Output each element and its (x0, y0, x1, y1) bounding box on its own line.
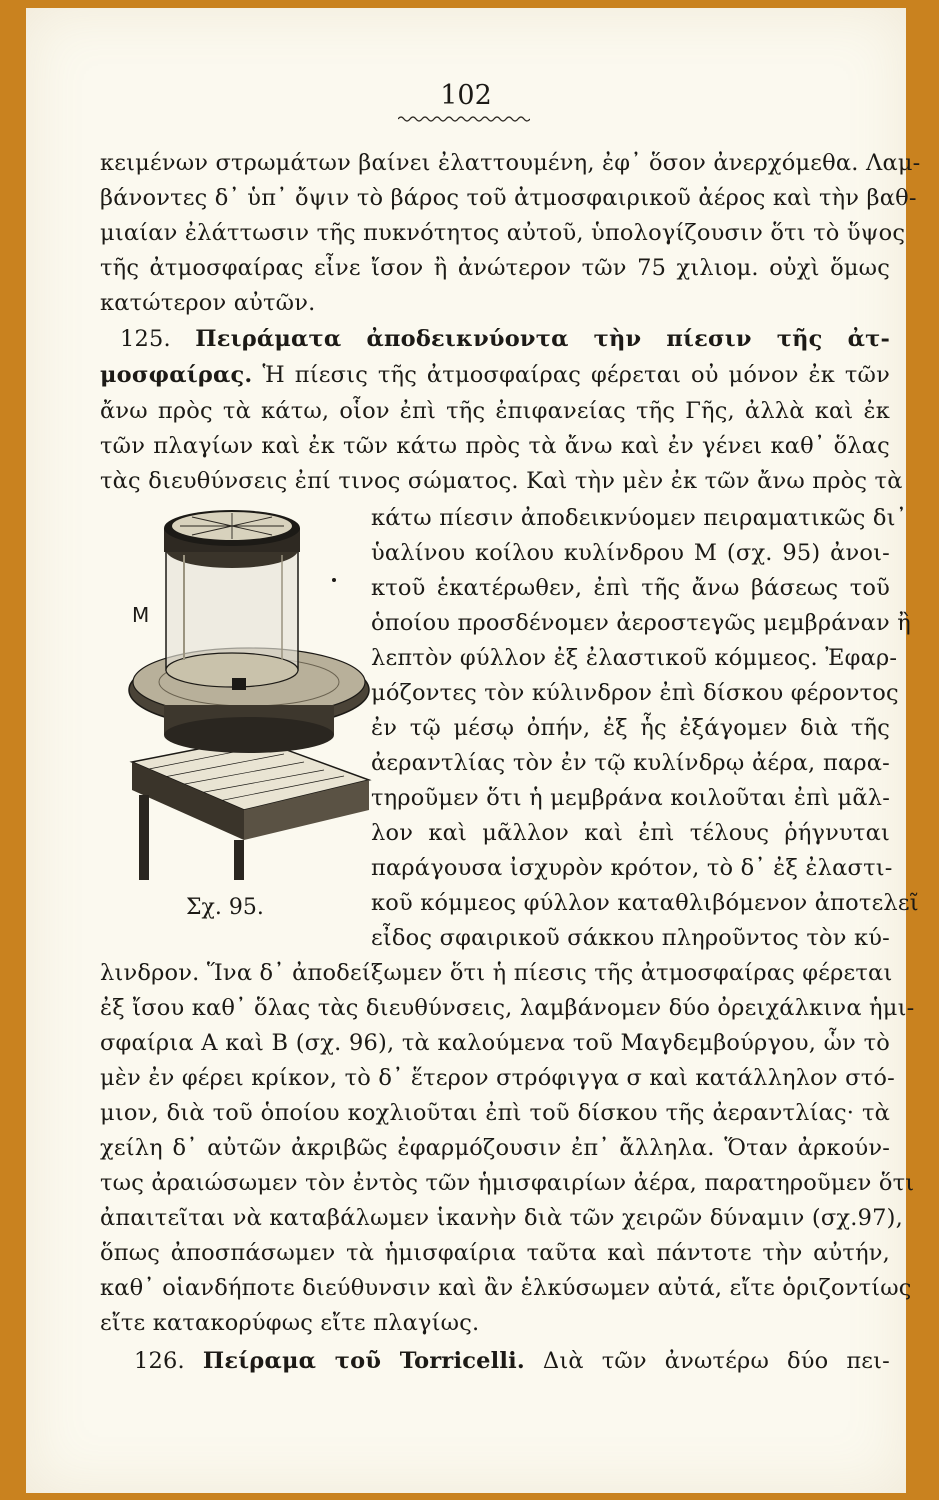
section-title: Πείραμα τοῦ Torricelli. (202, 1348, 525, 1374)
text-line: μόζοντες τὸν κύλινδρον ἐπὶ δίσκου φέροντος (371, 680, 899, 706)
ornament-rule (398, 114, 530, 124)
text-line: κτοῦ ἑκατέρωθεν, ἐπὶ τῆς ἄνω βάσεως τοῦ (371, 575, 890, 601)
text-line: ἀπαιτεῖται νὰ καταβάλωμεν ἱκανὴν διὰ τῶν χειρῶν δύναμιν (σχ.97), (100, 1205, 903, 1231)
section-number: 126. (134, 1348, 185, 1374)
text-line: λεπτὸν φύλλον ἐξ ἐλαστικοῦ κόμμεος. Ἐφαρ- (371, 645, 898, 671)
text-line: τὰς διευθύνσεις ἐπί τινος σώματος. Καὶ τὴν μὲν ἐκ τῶν ἄνω πρὸς τὰ (100, 468, 903, 494)
text-line: λον καὶ μᾶλλον καὶ ἐπὶ τέλους ῥήγνυται (371, 820, 890, 846)
text-line: μιον, διὰ τοῦ ὁποίου κοχλιοῦται ἐπὶ τοῦ δίσκου τῆς ἀεραντλίας· τὰ (100, 1100, 890, 1126)
section-heading-125 (120, 326, 890, 352)
text-line: βάνοντες δ᾽ ὑπ᾽ ὄψιν τὸ βάρος τοῦ ἀτμοσφαιρικοῦ ἀέρος καὶ τὴν βαθ- (100, 185, 917, 211)
text-line: εἶδος σφαιρικοῦ σάκκου πληροῦντος τὸν κύ- (371, 925, 890, 951)
section-title-continued: μοσφαίρας. (100, 362, 253, 388)
text-line: κειμένων στρωμάτων βαίνει ἐλαττουμένη, ἐφ᾽ ὅσον ἀνερχόμεθα. Λαμ- (100, 150, 921, 176)
text-line: μιαίαν ἐλάττωσιν τῆς πυκνότητος αὐτοῦ, ὑπολογίζουσιν ὅτι τὸ ὕψος (100, 220, 906, 246)
text-line: παράγουσα ἰσχυρὸν κρότον, τὸ δ᾽ ἐξ ἐλαστι- (371, 855, 893, 881)
section-number: 125. (120, 326, 171, 352)
section-heading-126 (134, 1348, 890, 1374)
text-line: ὁποίου προσδένομεν ἀεροστεγῶς μεμβράναν ἢ (371, 610, 911, 636)
text-line: εἴτε κατακορύφως εἴτε πλαγίως. (100, 1310, 480, 1336)
text-line: κοῦ κόμμεος φύλλον καταθλιβόμενον ἀποτελεῖ (371, 890, 919, 916)
text-line: ὅπως ἀποσπάσωμεν τὰ ἡμισφαίρια ταῦτα καὶ πάντοτε τὴν αὐτήν, (100, 1240, 890, 1266)
book-page (26, 8, 921, 1493)
text-line: σφαίρια Α καὶ Β (σχ. 96), τὰ καλούμενα τοῦ Μαγδεμβούργου, ὧν τὸ (100, 1030, 890, 1056)
text-line: ἀεραντλίας τὸν ἐν τῷ κυλίνδρῳ ἀέρα, παρα- (371, 750, 890, 776)
text-line: καθ᾽ οἱανδήποτε διεύθυνσιν καὶ ἂν ἑλκύσωμεν αὐτά, εἴτε ὁριζοντίως (100, 1275, 912, 1301)
figure-label-m: Μ (132, 603, 150, 627)
section-title: Πειράματα ἀποδεικνύοντα τὴν πίεσιν τῆς ἀτ- (195, 326, 890, 352)
text-line: λινδρον. Ἵνα δ᾽ ἀποδείξωμεν ὅτι ἡ πίεσις τῆς ἀτμοσφαίρας φέρεται (100, 960, 893, 986)
figure-95-cylinder-illustration (124, 510, 374, 880)
text-line (100, 362, 890, 388)
text-line: ἄνω πρὸς τὰ κάτω, οἷον ἐπὶ τῆς ἐπιφανείας τῆς Γῆς, ἀλλὰ καὶ ἐκ (100, 398, 890, 424)
text-line: ἐξ ἴσου καθ᾽ ὅλας τὰς διευθύνσεις, λαμβάνομεν δύο ὀρειχάλκινα ἡμι- (100, 995, 915, 1021)
text-line: μὲν ἐν φέρει κρίκον, τὸ δ᾽ ἕτερον στρόφιγγα σ καὶ κατάλληλον στό- (100, 1065, 895, 1091)
figure-caption: Σχ. 95. (186, 895, 264, 920)
text-line: τηροῦμεν ὅτι ἡ μεμβράνα κοιλοῦται ἐπὶ μᾶλ- (371, 785, 890, 811)
text-line: ὑαλίνου κοίλου κυλίνδρου Μ (σχ. 95) ἀνοι- (371, 540, 890, 566)
section-text: Ἡ πίεσις τῆς ἀτμοσφαίρας φέρεται οὐ μόνον ἐκ τῶν (262, 362, 890, 388)
text-line: κάτω πίεσιν ἀποδεικνύομεν πειραματικῶς δι᾽ (371, 505, 908, 531)
text-line: τῶν πλαγίων καὶ ἐκ τῶν κάτω πρὸς τὰ ἄνω καὶ ἐν γένει καθ᾽ ὅλας (100, 433, 890, 459)
text-line: τῆς ἀτμοσφαίρας εἶνε ἴσον ἢ ἀνώτερον τῶν 75 χιλιομ. οὐχὶ ὅμως (100, 255, 890, 281)
text-line: τως ἀραιώσωμεν τὸν ἐντὸς τῶν ἡμισφαιρίων ἀέρα, παρατηροῦμεν ὅτι (100, 1170, 915, 1196)
text-line: χείλη δ᾽ αὐτῶν ἀκριβῶς ἐφαρμόζουσιν ἐπ᾽ ἄλληλα. Ὅταν ἀρκούν- (100, 1135, 890, 1161)
page-number: 102 (440, 80, 492, 111)
text-line: κατώτερον αὐτῶν. (100, 290, 316, 316)
text-line: ἐν τῷ μέσῳ ὀπήν, ἐξ ἧς ἐξάγομεν διὰ τῆς (371, 715, 890, 741)
section-text: Διὰ τῶν ἀνωτέρω δύο πει- (542, 1348, 890, 1374)
